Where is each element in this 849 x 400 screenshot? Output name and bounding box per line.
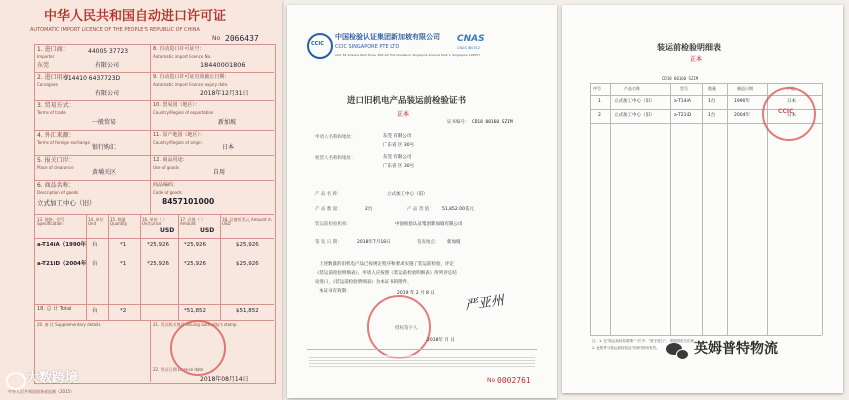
licence-number-label-en: Automatic import licence No. (153, 54, 212, 59)
product-value: 立式加工中心（旧） (387, 192, 428, 197)
trade-terms-label: 3. 贸易方式： (37, 102, 75, 109)
total-qty: *2 (120, 308, 127, 314)
detail-cert-no: CD18 00160 SZIM (662, 76, 699, 81)
cnas-logo-icon: CNAS (457, 34, 485, 44)
expiry-label-en: Automatic import licence expiry date (153, 82, 228, 87)
company-value: 有限公司 (95, 62, 120, 69)
cert-footnote (309, 355, 535, 369)
signer-label: 授权签字人： (395, 326, 422, 331)
header-qty: 15. 数量 Quantity (110, 217, 128, 226)
licence-footer: 中华人民共和国商务部监制（2015） (8, 389, 75, 394)
licence-subtitle: AUTOMATIC IMPORT LICENCE OF THE PEOPLE'S REPUBLIC OF CHINA (30, 27, 200, 33)
goods-label-en: Description of goods (37, 190, 79, 195)
date-value: 2018年7月18日 (357, 240, 391, 245)
qty-value: 2台 (365, 207, 373, 212)
total-usd: $51,852 (236, 308, 259, 314)
detail-title: 装运前检验明细表 (657, 42, 721, 52)
code-label: 商品编码： (153, 182, 179, 188)
qty-label: 产 品 数 量： (315, 207, 342, 212)
body-line-1: 上述数量的旧机电产品已按规定程序和要求实施了装运前检验，评定 (319, 262, 454, 267)
use-value: 自用 (213, 169, 226, 176)
header-spec: 13. 规格、型号 Specification (37, 217, 65, 226)
date-label: 签 发 日 期： (315, 240, 342, 245)
use-label: 12. 商品用途： (153, 157, 188, 163)
applicant-value: 东莞 有限公司 (383, 134, 412, 139)
code-label-en: Code of goods (153, 190, 182, 195)
body-line-2: 《装运前检验明细表》，申请人应按照《装运前检验明细表》所列评定结 (315, 271, 457, 276)
wechat-brand: 英姆普特物流 (694, 341, 778, 357)
clearance-value: 黄埔关区 (92, 169, 117, 176)
origin-value: 日本 (222, 144, 235, 151)
detail-seal-center: CCIC (778, 108, 794, 115)
original-stamp-text: 正本 (397, 111, 410, 118)
total-unit: 台 (92, 308, 98, 314)
issue-date-value: 2018年08月14日 (200, 376, 249, 383)
detail-header-model: 型号 (680, 86, 688, 91)
sign-date: 2019 年 2 月 8 日 (397, 291, 435, 296)
signature: 严亚州 (464, 293, 505, 314)
trade-terms-label-en: Terms of trade (37, 110, 66, 115)
detail-header-name: 产品名称 (624, 86, 640, 91)
code-value: 8457101000 (162, 197, 215, 206)
place-value: 新加坡 (447, 240, 461, 245)
ccic-company-cn: 中国检验认证集团新加坡有限公司 (335, 33, 440, 41)
serial-prefix: No (487, 377, 496, 384)
trade-terms-value: 一般贸易 (92, 119, 117, 126)
detail-header-origin: 产地 (787, 86, 795, 91)
cert-no-label: 证书编号： (447, 120, 470, 125)
import-licence-document: 中华人民共和国自动进口许可证 AUTOMATIC IMPORT LICENCE OF THE PEOPLE'S REPUBLIC OF CHINA No 2066437 1. 进口商： Importer 44005 37723 东莞 有限公司 2. 进口用户： Consignee 914410 6437723D 有限公司 3. 贸易方式： Terms of trade 一般贸易 4. 外汇来源： Terms of foreign exchange 银行购汇 5. 报关口岸： Place of clearance 黄埔关区 6. 商品名称： Description of goods 立式加工中心（旧） 8. 自动进口许可证号： Automatic import licence No. 18440001806 9. 自动进口许可证有效截止日期： Automatic import licence expiry date 2018年12月31日 10. 贸易国（地区）： Country/Region of exportation 新加坡 11. 原产地国（地区）： Country/Region of origin 日本 12. 商品用途： Use of goods 自用 商品编码： Code of goods 8457101000 13. 规格、型号 Specification 14. 单位 Unit 15. 数量 Quantity 16. 单价（ ） Unit price 17. 总值（ ） Amount 18. 总值折美元 Amount in USD USD USD a-T14iA（1990年 台 *1 *25,926 *25,926 $25,926 a-T21iD（2004年 台 *1 *25,926 *25,926 $25,926 18. 总 计 Total 台 *2 *51,852 $51,852 20. 备 注 Supplementary details 21. 发证机关签章 Issuing authority's stamp 22. 发证日期 Licence date 2018年08月14日 中华人民共和国商务部监制（2015） 大数跨境 (0, 0, 282, 400)
expiry-label: 9. 自动进口许可证有效截止日期： (153, 74, 230, 80)
consignee-value: 914410 6437723D (64, 75, 121, 82)
sign-date-2: 2018年 月 日 (427, 338, 455, 343)
inspection-certificate (287, 5, 557, 398)
detail-header-year: 制造日期 (737, 86, 753, 91)
licence-no-label: No (212, 35, 221, 42)
applicant-addr: 广东省 区 30号 (383, 143, 415, 148)
licence-number-label: 8. 自动进口许可证号： (153, 46, 205, 52)
use-label-en: Use of goods (153, 165, 179, 170)
detail-header-no: 序号 (593, 86, 601, 91)
watermark-text: 大数跨境 (26, 371, 79, 386)
issuer-stamp (170, 320, 226, 376)
value-value: 51,852.00美元 (442, 207, 474, 212)
consignee-label-en: Consignee (37, 82, 58, 87)
currency-price: USD (160, 227, 175, 234)
watermark-logo (6, 372, 26, 390)
body-line-4: 本证书有效期： (319, 289, 351, 294)
total-amount: *51,852 (184, 308, 206, 314)
detail-original-stamp: 正本 (690, 56, 703, 63)
origin-label: 11. 原产地国（地区）： (153, 132, 206, 138)
detail-note-1: 注：1. 在"装运前检验明细"一栏中："准予进口"，须按照有关法规... (592, 339, 698, 343)
licence-no-value: 2066437 (225, 34, 259, 43)
goods-label: 6. 商品名称： (37, 182, 75, 189)
export-country-label: 10. 贸易国（地区）： (153, 102, 201, 108)
issuer-label: 21. 发证机关签章 Issuing authority's stamp (153, 322, 237, 327)
cnas-sub: CNAS IB0312 (457, 46, 481, 50)
consignee-addr-cert: 广东省 区 30号 (383, 164, 415, 169)
export-country-value: 新加坡 (218, 119, 237, 126)
importer-label: 1. 进口商： (37, 46, 69, 53)
consignee-label: 2. 进口用户： (37, 74, 75, 81)
detail-note-2: 2. 此附件与装运前检验证书同时使用有效。 (592, 346, 660, 350)
expiry-value: 2018年12月31日 (200, 90, 249, 97)
body-line-3: 论进口，《装运前检验明细表》为本证书的附件， (315, 280, 412, 285)
place-label: 签发地点： (417, 240, 440, 245)
clearance-label-en: Place of clearance (37, 165, 74, 170)
total-label: 18. 总 计 Total (37, 306, 72, 312)
agency-value: 中国检验认证集团新加坡有限公司 (395, 222, 463, 227)
ccic-company-en: CCIC SINGAPORE PTE LTD (335, 44, 400, 50)
cert-title: 进口旧机电产品装运前检验证书 (347, 96, 467, 106)
importer-label-en: Importer (37, 54, 55, 59)
header-price: 16. 单价（ ） Unit price (142, 217, 167, 226)
forex-label: 4. 外汇来源： (37, 132, 75, 139)
cert-address: Add: 81 Science Park Drive, #01-02 The Chadwick, Singapore Science Park 1, Singapore 118257 (335, 53, 480, 57)
currency-amount: USD (200, 227, 215, 234)
export-country-label-en: Country/Region of exportation (153, 110, 214, 115)
ccic-logo-text: CCIC (311, 41, 324, 47)
product-label: 产 品 名 称： (315, 192, 342, 197)
wechat-icon-small (676, 349, 689, 360)
importer-value: 44005 37723 (88, 48, 129, 55)
inspection-detail-list: 装运前检验明细表 正本 CD18 00160 SZIM 序号 产品名称 型号 数量 制造日期 产地 1 立式加工中心（旧） a-T14iA 1台 1990年 日本 2 立式加工中心（旧） a-T21iD 1台 2004年 日本 CCIC 注：1. 在"装运前检验明细"一栏中："准予进口"，须按照有关法规... 2. 此附件与装运前检验证书同时使用有效。 (562, 5, 843, 393)
clearance-label: 5. 报关口岸： (37, 157, 75, 164)
detail-header-qty: 数量 (708, 86, 716, 91)
consignee-value-cert: 东莞 有限公司 (383, 155, 412, 160)
remarks-label: 20. 备 注 Supplementary details (37, 322, 101, 327)
origin-label-en: Country/Region of origin (153, 140, 202, 145)
forex-value: 银行购汇 (92, 144, 117, 151)
header-usd: 18. 总值折美元 Amount in USD (222, 217, 272, 226)
agency-label: 装运前检验机构： (315, 222, 351, 227)
value-label: 产 品 货 值： (407, 207, 434, 212)
header-unit: 14. 单位 Unit (88, 217, 104, 226)
applicant-label: 申请人名称和地址： (315, 135, 356, 140)
forex-label-en: Terms of foreign exchange (37, 140, 90, 145)
header-amount: 17. 总值（ ） Amount (180, 217, 205, 226)
cert-no-value: CD18 00160 SZIM (472, 120, 513, 125)
company-label: 东莞 (37, 62, 50, 69)
consignee-label-cert: 收货人名称和地址： (315, 156, 356, 161)
serial-number: 0002761 (497, 376, 531, 385)
consignee-company: 有限公司 (95, 90, 120, 97)
licence-number-value: 18440001806 (200, 61, 246, 69)
goods-value: 立式加工中心（旧） (37, 199, 96, 207)
licence-title: 中华人民共和国自动进口许可证 (44, 9, 227, 24)
issue-date-label: 22. 发证日期 Licence date (153, 367, 204, 372)
